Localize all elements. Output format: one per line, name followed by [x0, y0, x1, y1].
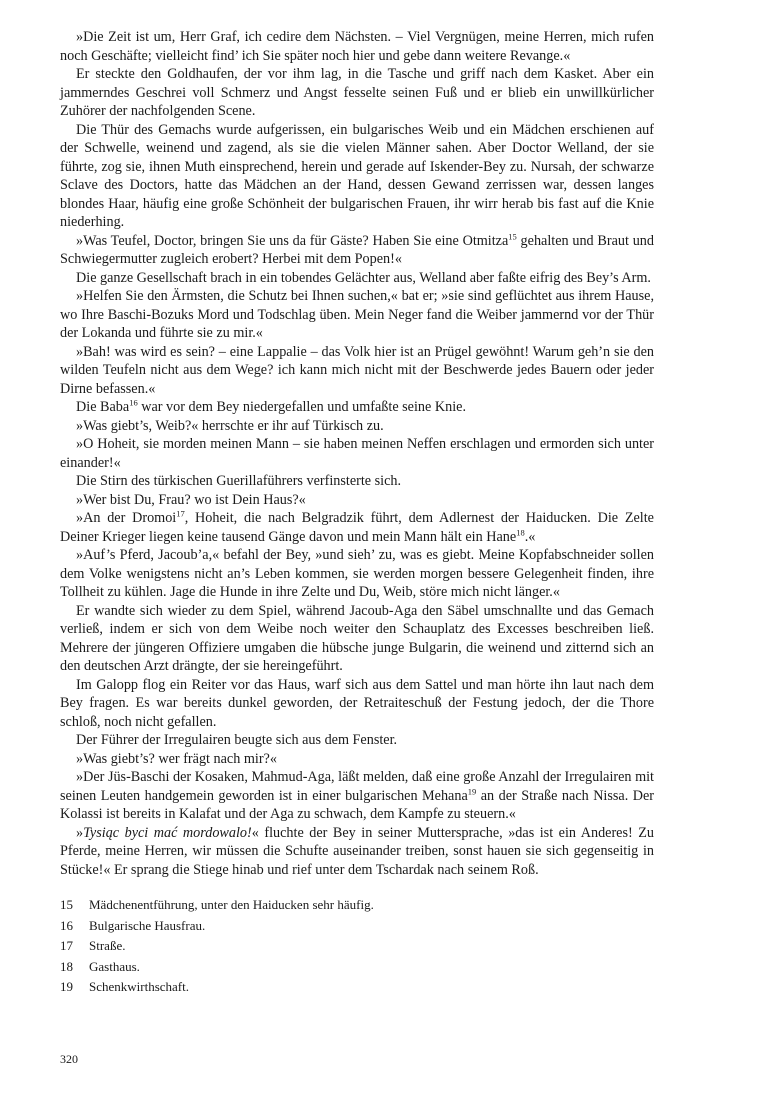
text-run: »Helfen Sie den Ärmsten, die Schutz bei Ihnen suchen,« bat er; »sie sind geflüchtet aus ihrem Hause, wo Ihre Baschi-Bozuks Mord und Todschlag üben. Mein Neger fand die Weiber jammernd vor der Thür der Lokanda und führte sie zu mir.«	[60, 288, 654, 341]
paragraph	[60, 232, 654, 269]
text-run: Der Führer der Irregulairen beugte sich aus dem Fenster.	[76, 732, 398, 748]
main-text	[60, 28, 654, 879]
text-run: « fluchte der Bey in seiner Muttersprache, »das ist ein Anderes! Zu Pferde, meine Herren, wir müssen die Schufte auseinander treiben, sonst hauen sie sich gegenseitig in Stücke!« Er sprang die Stiege hinab und rief unter dem Tschardak nach seinem Roß.	[60, 824, 655, 878]
text-run: gehalten und Braut und Schwiegermutter zugleich erobert? Herbei mit dem Popen!«	[60, 232, 654, 267]
footnote-number: 16	[60, 917, 73, 933]
paragraph	[60, 417, 654, 436]
paragraph	[60, 472, 654, 491]
paragraph	[60, 398, 654, 417]
footnote-text: Bulgarische Hausfrau.	[89, 917, 206, 933]
text-run: »Was giebt’s, Weib?« herrschte er ihr auf Türkisch zu.	[76, 417, 384, 434]
paragraph	[60, 676, 654, 732]
text-run: Die Thür des Gemachs wurde aufgerissen, ein bulgarisches Weib und ein Mädchen erschienen auf der Schwelle, weinend und zagend, als sie die vielen Männer sahen. Aber Doctor Welland, der sie führte, zog sie, ihnen Muth einsprechend, herein und gerade auf Iskender-Bey zu. Nursah, der schwarze Sclave des Doctors, hatte das Mädchen an der Hand, dessen Gewand zerrissen war, dessen langes blondes Haar, häufig eine große Schönheit der bulgarischen Frauen, ihr wirr herab bis fast auf die Knie niederhing.	[60, 121, 654, 230]
paragraph	[60, 287, 654, 343]
footnotes	[60, 895, 654, 998]
paragraph	[60, 768, 654, 824]
paragraph	[60, 269, 654, 288]
footnote-ref: 19	[467, 785, 477, 796]
footnote	[60, 957, 654, 978]
text-run: »Bah! was wird es sein? – eine Lappalie – das Volk hier ist an Prügel gewöhnt! Warum geh’n sie den wilden Teufeln nicht aus dem Wege? ich kann mich nicht mit der Beschwerde jedes Bauern oder jeder Dirne befassen.«	[60, 343, 654, 397]
footnote-ref: 18	[516, 526, 525, 537]
footnote-ref: 16	[129, 397, 138, 408]
footnote	[60, 916, 654, 937]
paragraph	[60, 343, 654, 399]
text-run: Die Stirn des türkischen Guerillaführers verfinsterte sich.	[76, 473, 402, 489]
paragraph	[60, 65, 654, 121]
paragraph	[60, 491, 654, 510]
text-run: Die Baba	[76, 399, 130, 415]
paragraph	[60, 824, 654, 880]
footnote-number: 18	[60, 958, 73, 974]
paragraph	[60, 546, 654, 602]
text-run: »Wer bist Du, Frau? wo ist Dein Haus?«	[76, 491, 306, 508]
text-run: »Was Teufel, Doctor, bringen Sie uns da für Gäste? Haben Sie eine Otmitza	[76, 232, 509, 249]
text-run: war vor dem Bey niedergefallen und umfaßte seine Knie.	[137, 399, 466, 415]
italic-text: Tysiąc byci mać mordowalo!	[83, 824, 252, 841]
text-run: Die ganze Gesellschaft brach in ein tobendes Gelächter aus, Welland aber faßte eifrig des Bey’s Arm.	[76, 269, 651, 286]
footnote-text: Straße.	[89, 938, 126, 953]
text-run: Er steckte den Goldhaufen, der vor ihm lag, in die Tasche und griff nach dem Kasket. Aber ein jammerndes Geschrei voll Schmerz und Angst fesselte seinen Fuß und er blieb ein unwillkürlicher Zuhörer der nachfolgenden Scene.	[60, 66, 654, 119]
text-run: .«	[524, 528, 536, 545]
footnote-text: Gasthaus.	[89, 958, 140, 974]
page-number: 320	[60, 1052, 78, 1066]
footnote	[60, 895, 654, 916]
paragraph	[60, 121, 654, 232]
footnote-ref: 15	[508, 230, 517, 241]
footnote-ref: 17	[176, 508, 185, 519]
text-run: »Die Zeit ist um, Herr Graf, ich cedire dem Nächsten. – Viel Vergnügen, meine Herren, mich rufen noch Geschäfte; vielleicht find’ ich Sie später noch hier und gebe dann weitere Revange.«	[60, 29, 654, 64]
text-run: Er wandte sich wieder zu dem Spiel, während Jacoub-Aga den Säbel umschnallte und das Gemach verließ, indem er sich von dem Weibe noch weiter den Schauplatz des Excesses beschreiben ließ. Mehrere der jüngeren Offiziere umgaben die hübsche junge Bulgarin, die weinend und zitternd sich an den deutschen Arzt drängte, der sie hereingeführt.	[60, 602, 654, 674]
paragraph	[60, 602, 654, 676]
text-run: Im Galopp flog ein Reiter vor das Haus, warf sich aus dem Sattel und man hörte ihn laut nach dem Bey fragen. Es war bereits dunkel geworden, der Retraiteschuß der Festung jedoch, der die Thore schloß, noch nicht gefallen.	[60, 676, 654, 730]
text-run: »Der Jüs-Baschi der Kosaken, Mahmud-Aga, läßt melden, daß eine große Anzahl der Irregulairen mit seinen Leuten handgemein geworden ist in einer bulgarischen Mehana	[60, 769, 654, 804]
text-run: »O Hoheit, sie morden meinen Mann – sie haben meinen Neffen erschlagen und ermorden sich unter einander!«	[60, 436, 654, 471]
footnote-number: 17	[60, 938, 73, 953]
text-run: »Auf’s Pferd, Jacoub’a,« befahl der Bey, »und sieh’ zu, was es giebt. Meine Kopfabschneider sollen dem Volke wenigstens nicht an’s Leben kommen, sie werden morgen bessere Gelegenheit finden, ihre Tollheit zu kühlen. Jage die Hunde in ihre Zelte und Du, Weib, störe mich nicht länger.«	[60, 547, 654, 600]
text-run: »	[76, 824, 84, 841]
page-body	[60, 28, 654, 998]
paragraph	[60, 435, 654, 472]
paragraph	[60, 28, 654, 65]
footnote-text: Mädchenentführung, unter den Haiducken sehr häufig.	[89, 897, 374, 912]
paragraph	[60, 509, 654, 546]
text-run: an der Straße nach Nissa. Der Kolassi ist bereits in Kalafat und der Aga zu schwach, dem Kampfe zu steuern.«	[60, 787, 655, 822]
footnote	[60, 977, 654, 998]
paragraph	[60, 750, 654, 769]
footnote-text: Schenkwirthschaft.	[89, 979, 190, 994]
text-run: »An der Dromoi	[76, 510, 177, 526]
text-run: »Was giebt’s? wer frägt nach mir?«	[76, 750, 277, 767]
footnote-number: 19	[60, 979, 73, 994]
footnote-number: 15	[60, 897, 73, 912]
text-run: , Hoheit, die nach Belgradzik führt, dem Adlernest der Haiducken. Die Zelte Deiner Krieger liegen keine tausend Gänge davon und mein Mann hält ein Hane	[60, 510, 654, 545]
paragraph	[60, 731, 654, 750]
footnote	[60, 936, 654, 957]
